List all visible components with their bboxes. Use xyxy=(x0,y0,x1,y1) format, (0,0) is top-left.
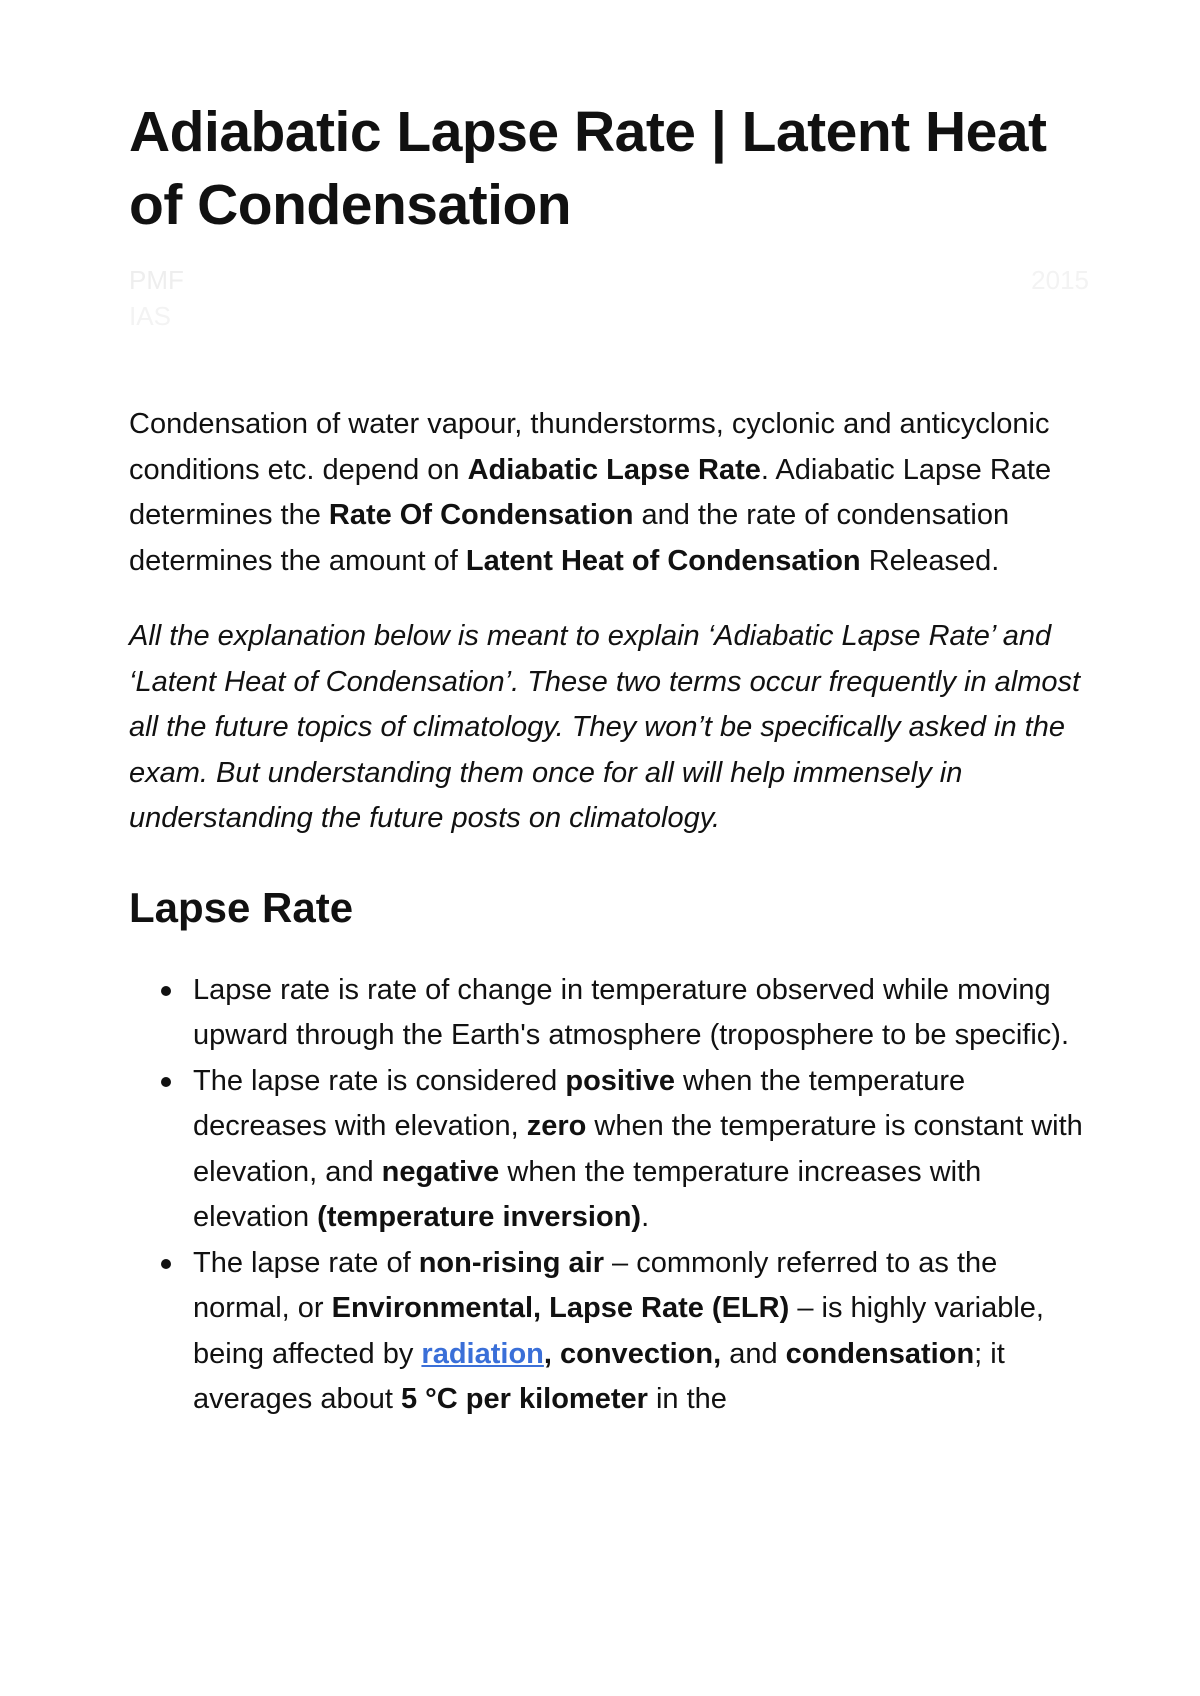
section-heading: Lapse Rate xyxy=(129,883,354,931)
list-item-text: in the xyxy=(647,1383,727,1415)
list-item-text: when the temperature increases with elevation xyxy=(193,1155,982,1233)
list-item-text: ; it averages about xyxy=(193,1337,1005,1415)
intro-bold-term: Latent Heat of Condensation xyxy=(465,544,861,577)
radiation-link[interactable]: radiation xyxy=(421,1337,544,1370)
list-item-text: – commonly referred to as the normal, or xyxy=(193,1246,998,1324)
intro-paragraph xyxy=(129,402,1089,584)
intro-text: and the rate of condensation determines the amount of xyxy=(129,499,1010,577)
keyword: zero xyxy=(526,1110,587,1142)
list-item-text: – is highly variable, being affected by xyxy=(193,1292,1044,1370)
intro-bold-term: Rate Of Condensation xyxy=(328,499,634,531)
keyword: positive xyxy=(565,1064,675,1097)
page-title: Adiabatic Lapse Rate | Latent Heat of Condensation xyxy=(129,100,1047,237)
list-item-text: . xyxy=(641,1201,650,1233)
intro-text: Condensation of water vapour, thunderstorms, cyclonic and anticyclonic conditions etc. depend on xyxy=(129,408,1050,486)
author-link[interactable]: PMF xyxy=(129,265,184,295)
post-category[interactable]: IAS xyxy=(129,301,171,331)
keyword: non-rising air xyxy=(418,1246,604,1279)
intro-text: Released. xyxy=(860,544,1000,577)
list-item-text: when the temperature decreases with elevation, xyxy=(193,1064,966,1142)
keyword: Environmental, Lapse Rate (ELR) xyxy=(331,1292,790,1324)
intro-text: . Adiabatic Lapse Rate determines the xyxy=(129,453,1052,531)
intro-bold-term: Adiabatic Lapse Rate xyxy=(467,453,761,486)
list-item-text: The lapse rate of xyxy=(193,1246,419,1279)
bullet-dot xyxy=(161,1077,171,1087)
bullet-list xyxy=(129,968,1089,1423)
italic-note: All the explanation below is meant to explain ‘Adiabatic Lapse Rate’ and ‘Latent Heat of Condensation’. These two terms occur frequently in almost all the future topics of climatology. They won’t be specifically asked in the exam. But understanding them once for all will help immensely in understanding the future posts on climatology. xyxy=(129,620,1081,834)
list-item xyxy=(193,1241,1089,1423)
post-meta xyxy=(129,262,1089,332)
list-item-text: when the temperature is constant with elevation, and xyxy=(193,1110,1083,1188)
keyword: condensation xyxy=(785,1337,975,1370)
post-date: 2015 xyxy=(1031,265,1089,295)
list-item-text: Lapse rate is rate of change in temperature observed while moving upward through the Earth's atmosphere (troposphere to be specific). xyxy=(193,973,1070,1051)
keyword: (temperature inversion) xyxy=(317,1201,642,1233)
keyword: 5 °C per kilometer xyxy=(400,1383,648,1415)
keyword: , convection, xyxy=(543,1337,722,1370)
list-item-text: The lapse rate is considered xyxy=(193,1064,566,1097)
bullet-dot xyxy=(161,1259,171,1269)
article xyxy=(129,96,1089,1423)
bullet-dot xyxy=(161,986,171,996)
list-item xyxy=(193,968,1089,1059)
keyword: negative xyxy=(381,1155,500,1188)
list-item-text: and xyxy=(721,1337,786,1370)
list-item xyxy=(193,1059,1089,1241)
